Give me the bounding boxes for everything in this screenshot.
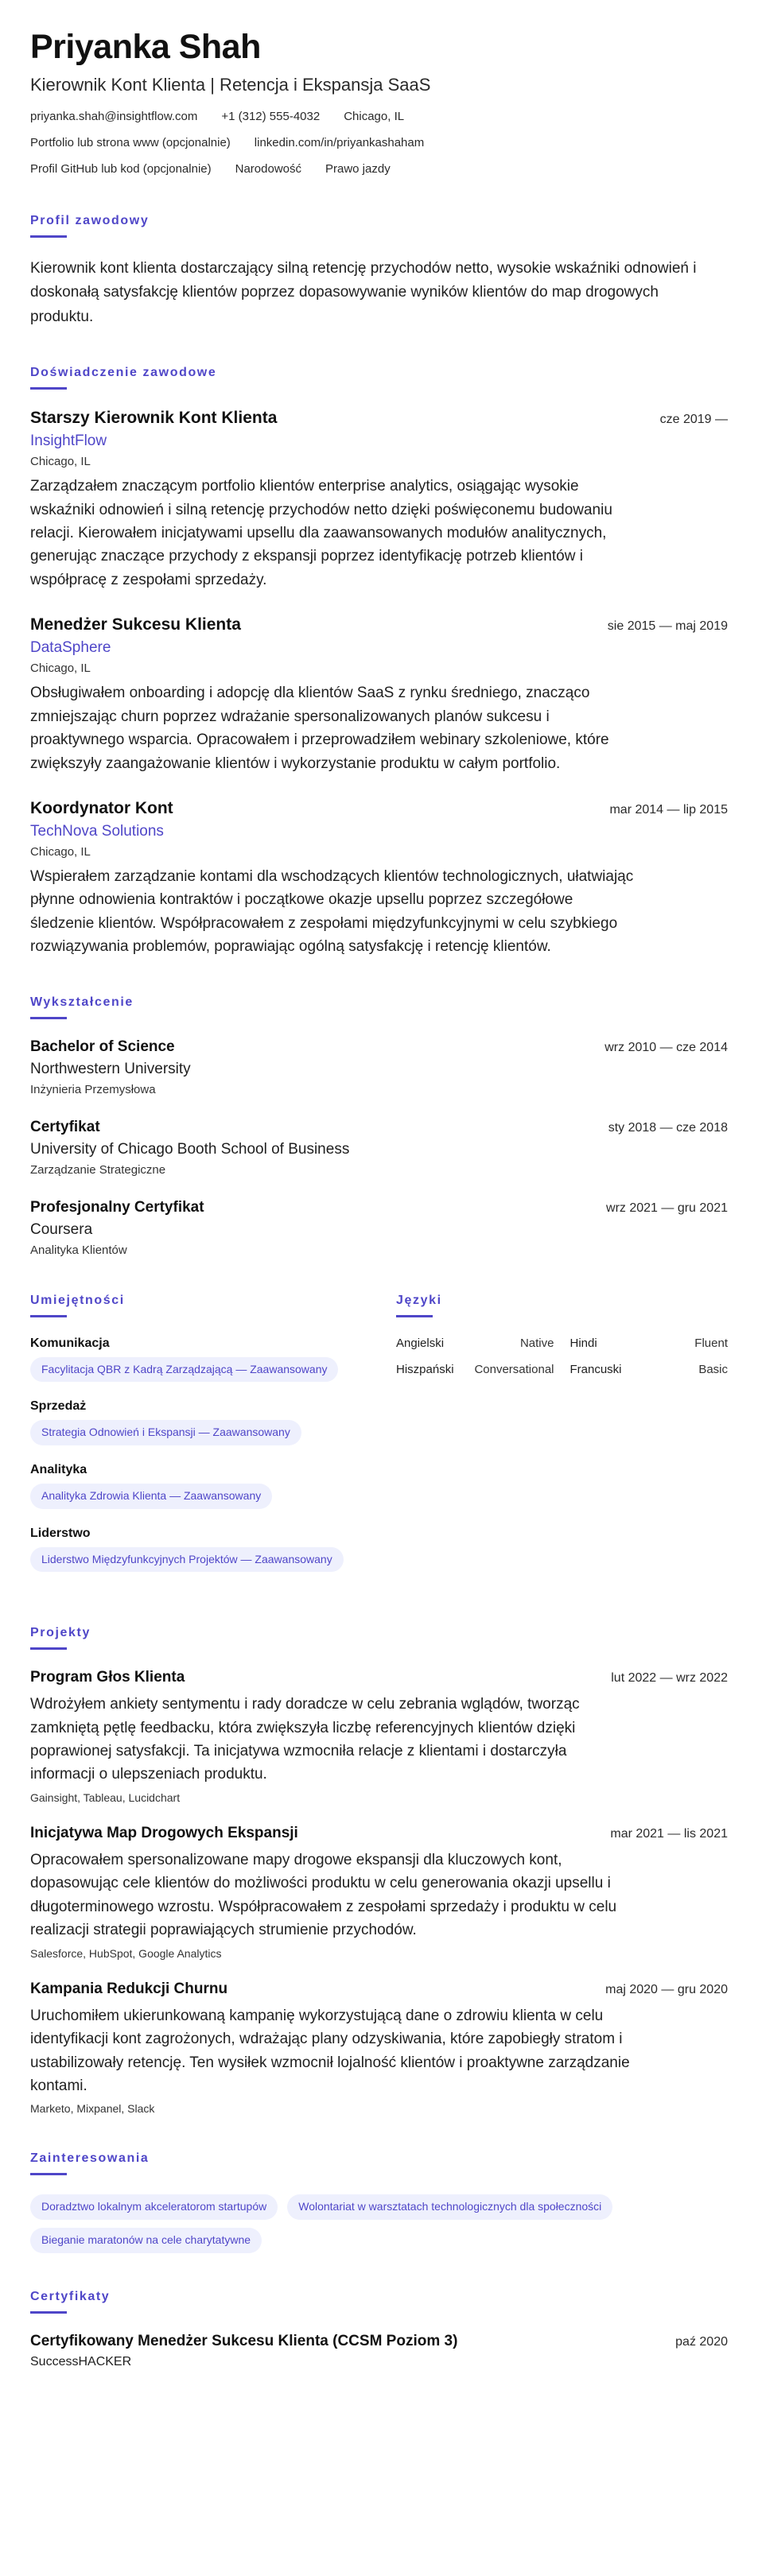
section-title: Projekty (30, 1626, 91, 1650)
field-of-study: Analityka Klientów (30, 1243, 127, 1257)
github-link[interactable]: Profil GitHub lub kod (opcjonalnie) (30, 161, 212, 176)
project-entry (30, 1980, 728, 2116)
skill-pill: Facylitacja QBR z Kadrą Zarządzającą — Zaawansowany (30, 1357, 338, 1383)
project-description: Uruchomiłem ukierunkowaną kampanię wykorzystującą dane o zdrowiu klienta w celu identyfikacji kont zagrożonych, wdrażając plany odzyskiwania, które zapobiegły stratom i ustabilizowały retencję. Ten wysiłek wzmocnił lojalność klientów i proaktywne zarządzanie kontami. (30, 2007, 630, 2094)
job-date: sie 2015 — maj 2019 (607, 619, 728, 634)
language-name: Hiszpański (396, 1362, 454, 1376)
interest-pill: Doradztwo lokalnym akceleratorom startupów (30, 2194, 278, 2220)
languages-section (396, 1294, 728, 1589)
skills-section (30, 1294, 364, 1589)
job-location: Chicago, IL (30, 661, 91, 676)
skills-languages-row (30, 1294, 728, 1589)
education-date: wrz 2010 — cze 2014 (604, 1040, 728, 1054)
projects-section (30, 1626, 728, 2115)
language-item (570, 1363, 729, 1376)
company-name: TechNova Solutions (30, 823, 164, 840)
education-section (30, 995, 728, 1257)
section-title: Doświadczenie zawodowe (30, 366, 216, 390)
project-date: mar 2021 — lis 2021 (610, 1826, 728, 1841)
links-row (30, 134, 728, 151)
job-description: Wspierałem zarządzanie kontami dla wschodzących klientów technologicznych, ułatwiając płynne odnowienia kontraktów i początkowe okazje upsellu poprzez szczegółowe śledzenie klientów. Współpracowałem z zespołami międzyfunkcyjnymi w celu szybkiego rozwiązywania problemów, poprawiając ogólną satysfakcję i retencję klientów. (30, 868, 634, 956)
job-title: Starszy Kierownik Kont Klienta (30, 409, 278, 428)
location-text: Chicago, IL (344, 109, 405, 123)
institution-name: Coursera (30, 1220, 93, 1238)
language-name: Hindi (569, 1336, 597, 1350)
project-entry (30, 1825, 728, 1960)
skill-group-name: Analityka (30, 1462, 87, 1476)
experience-entry (30, 799, 728, 959)
language-level: Basic (698, 1362, 728, 1376)
education-entry (30, 1199, 728, 1257)
email-link[interactable]: priyanka.shah@insightflow.com (30, 109, 198, 123)
skill-pill: Strategia Odnowień i Ekspansji — Zaawansowany (30, 1420, 301, 1445)
project-description: Opracowałem spersonalizowane mapy drogowe ekspansji dla kluczowych kont, dopasowując cele klientów do możliwości produktu w celu generowania okazji upsellu i długoterminowego wzrostu. Współpracowałem z zespołami sprzedaży i produktu w celu realizacji strategii poprawiających strumienie przychodów. (30, 1851, 617, 1939)
section-title: Języki (396, 1294, 442, 1317)
nationality-text: Narodowość (235, 161, 301, 176)
interest-pill: Wolontariat w warsztatach technologicznych dla społeczności (287, 2194, 612, 2220)
degree-title: Certyfikat (30, 1118, 100, 1135)
institution-name: Northwestern University (30, 1060, 191, 1077)
job-title: Menedżer Sukcesu Klienta (30, 615, 241, 634)
language-item (396, 1363, 554, 1376)
linkedin-link[interactable]: linkedin.com/in/priyankashaham (254, 135, 425, 149)
institution-name: University of Chicago Booth School of Business (30, 1140, 350, 1158)
project-tech: Gainsight, Tableau, Lucidchart (30, 1790, 181, 1804)
certification-issuer: SuccessHACKER (30, 2354, 132, 2368)
interest-pill: Bieganie maratonów na cele charytatywne (30, 2228, 262, 2253)
interests-section (30, 2151, 728, 2252)
job-location: Chicago, IL (30, 455, 91, 469)
website-link[interactable]: Portfolio lub strona www (opcjonalnie) (30, 135, 231, 149)
certification-title: Certyfikowany Menedżer Sukcesu Klienta (CCSM Poziom 3) (30, 2332, 458, 2349)
certifications-section (30, 2290, 728, 2369)
job-description: Obsługiwałem onboarding i adopcję dla klientów SaaS z rynku średniego, znacząco zmniejszając churn poprzez wdrażanie spersonalizowanych planów sukcesu i proaktywnego wsparcia. Opracowałem i przeprowadziłem webinary szkoleniowe, które zwiększyły zaangażowanie klientów i wykorzystanie produktu w całym portfolio. (30, 685, 609, 772)
extra-info-row (30, 161, 728, 177)
language-level: Conversational (474, 1362, 554, 1376)
language-name: Angielski (396, 1336, 445, 1350)
language-item (570, 1336, 729, 1350)
skill-group (30, 1463, 364, 1509)
section-title: Profil zawodowy (30, 214, 149, 238)
field-of-study: Inżynieria Przemysłowa (30, 1082, 156, 1096)
skill-group (30, 1399, 364, 1445)
job-location: Chicago, IL (30, 845, 91, 859)
skill-pill: Liderstwo Międzyfunkcyjnych Projektów — Zaawansowany (30, 1547, 344, 1573)
summary-section (30, 214, 728, 329)
project-tech: Marketo, Mixpanel, Slack (30, 2102, 155, 2116)
company-name: DataSphere (30, 639, 111, 657)
education-date: sty 2018 — cze 2018 (608, 1120, 728, 1135)
summary-text: Kierownik kont klienta dostarczający silną retencję przychodów netto, wysokie wskaźniki odnowień i doskonałą satysfakcję klientów poprzez dopasowywanie wyników klientów do map drogowych produktu. (30, 259, 697, 325)
education-date: wrz 2021 — gru 2021 (606, 1201, 728, 1215)
project-title: Kampania Redukcji Churnu (30, 1980, 228, 1997)
education-entry (30, 1038, 728, 1096)
experience-entry (30, 615, 728, 775)
section-title: Certyfikaty (30, 2290, 110, 2314)
degree-title: Bachelor of Science (30, 1038, 175, 1055)
certification-entry (30, 2333, 728, 2369)
job-title: Koordynator Kont (30, 799, 173, 817)
language-level: Native (519, 1336, 554, 1350)
skill-group-name: Komunikacja (30, 1336, 110, 1350)
project-tech: Salesforce, HubSpot, Google Analytics (30, 1946, 222, 1960)
language-name: Francuski (569, 1362, 622, 1376)
certification-date: paź 2020 (675, 2334, 728, 2349)
skill-group-name: Liderstwo (30, 1526, 91, 1540)
resume-header (30, 29, 728, 177)
work-permit-text: Prawo jazdy (325, 161, 391, 176)
section-title: Wykształcenie (30, 995, 134, 1019)
field-of-study: Zarządzanie Strategiczne (30, 1162, 166, 1177)
candidate-name: Priyanka Shah (30, 28, 261, 66)
skill-pill: Analityka Zdrowia Klienta — Zaawansowany (30, 1484, 272, 1509)
language-level: Fluent (694, 1336, 728, 1350)
candidate-headline: Kierownik Kont Klienta | Retencja i Ekspansja SaaS (30, 75, 431, 95)
project-entry (30, 1669, 728, 1804)
section-title: Zainteresowania (30, 2151, 149, 2175)
project-description: Wdrożyłem ankiety sentymentu i rady doradcze w celu zebrania wglądów, tworząc zamkniętą pętlę feedbacku, która zwiększyła liczbę referencyjnych klientów dzięki poprawionej satysfakcji. Ta inicjatywa wzmocniła relacje z klientami i dostarczyła informacji o ulepszeniach produktu. (30, 1696, 580, 1783)
project-date: maj 2020 — gru 2020 (605, 1982, 728, 1996)
job-date: cze 2019 — (659, 413, 728, 427)
project-title: Program Głos Klienta (30, 1669, 185, 1686)
contact-row (30, 108, 728, 125)
skill-group-name: Sprzedaż (30, 1399, 87, 1414)
company-name: InsightFlow (30, 433, 107, 450)
language-item (396, 1336, 554, 1350)
education-entry (30, 1119, 728, 1177)
project-title: Inicjatywa Map Drogowych Ekspansji (30, 1824, 298, 1841)
experience-section (30, 366, 728, 959)
skill-group (30, 1527, 364, 1573)
project-date: lut 2022 — wrz 2022 (611, 1671, 728, 1686)
degree-title: Profesjonalny Certyfikat (30, 1198, 204, 1216)
experience-entry (30, 409, 728, 592)
skill-group (30, 1336, 364, 1383)
job-date: mar 2014 — lip 2015 (609, 803, 728, 817)
job-description: Zarządzałem znaczącym portfolio klientów enterprise analytics, osiągając wysokie wskaźniki odnowień i silną retencję przychodów netto dzięki poświęconemu budowaniu relacji. Kierowałem inicjatywami upsellu dla zaawansowanych modułów analitycznych, generując znaczące przychody z ekspansji poprzez identyfikację potrzeb klientów i współpracę z zespołami sprzedaży. (30, 478, 612, 588)
phone-link[interactable]: +1 (312) 555-4032 (221, 109, 321, 123)
section-title: Umiejętności (30, 1294, 125, 1317)
